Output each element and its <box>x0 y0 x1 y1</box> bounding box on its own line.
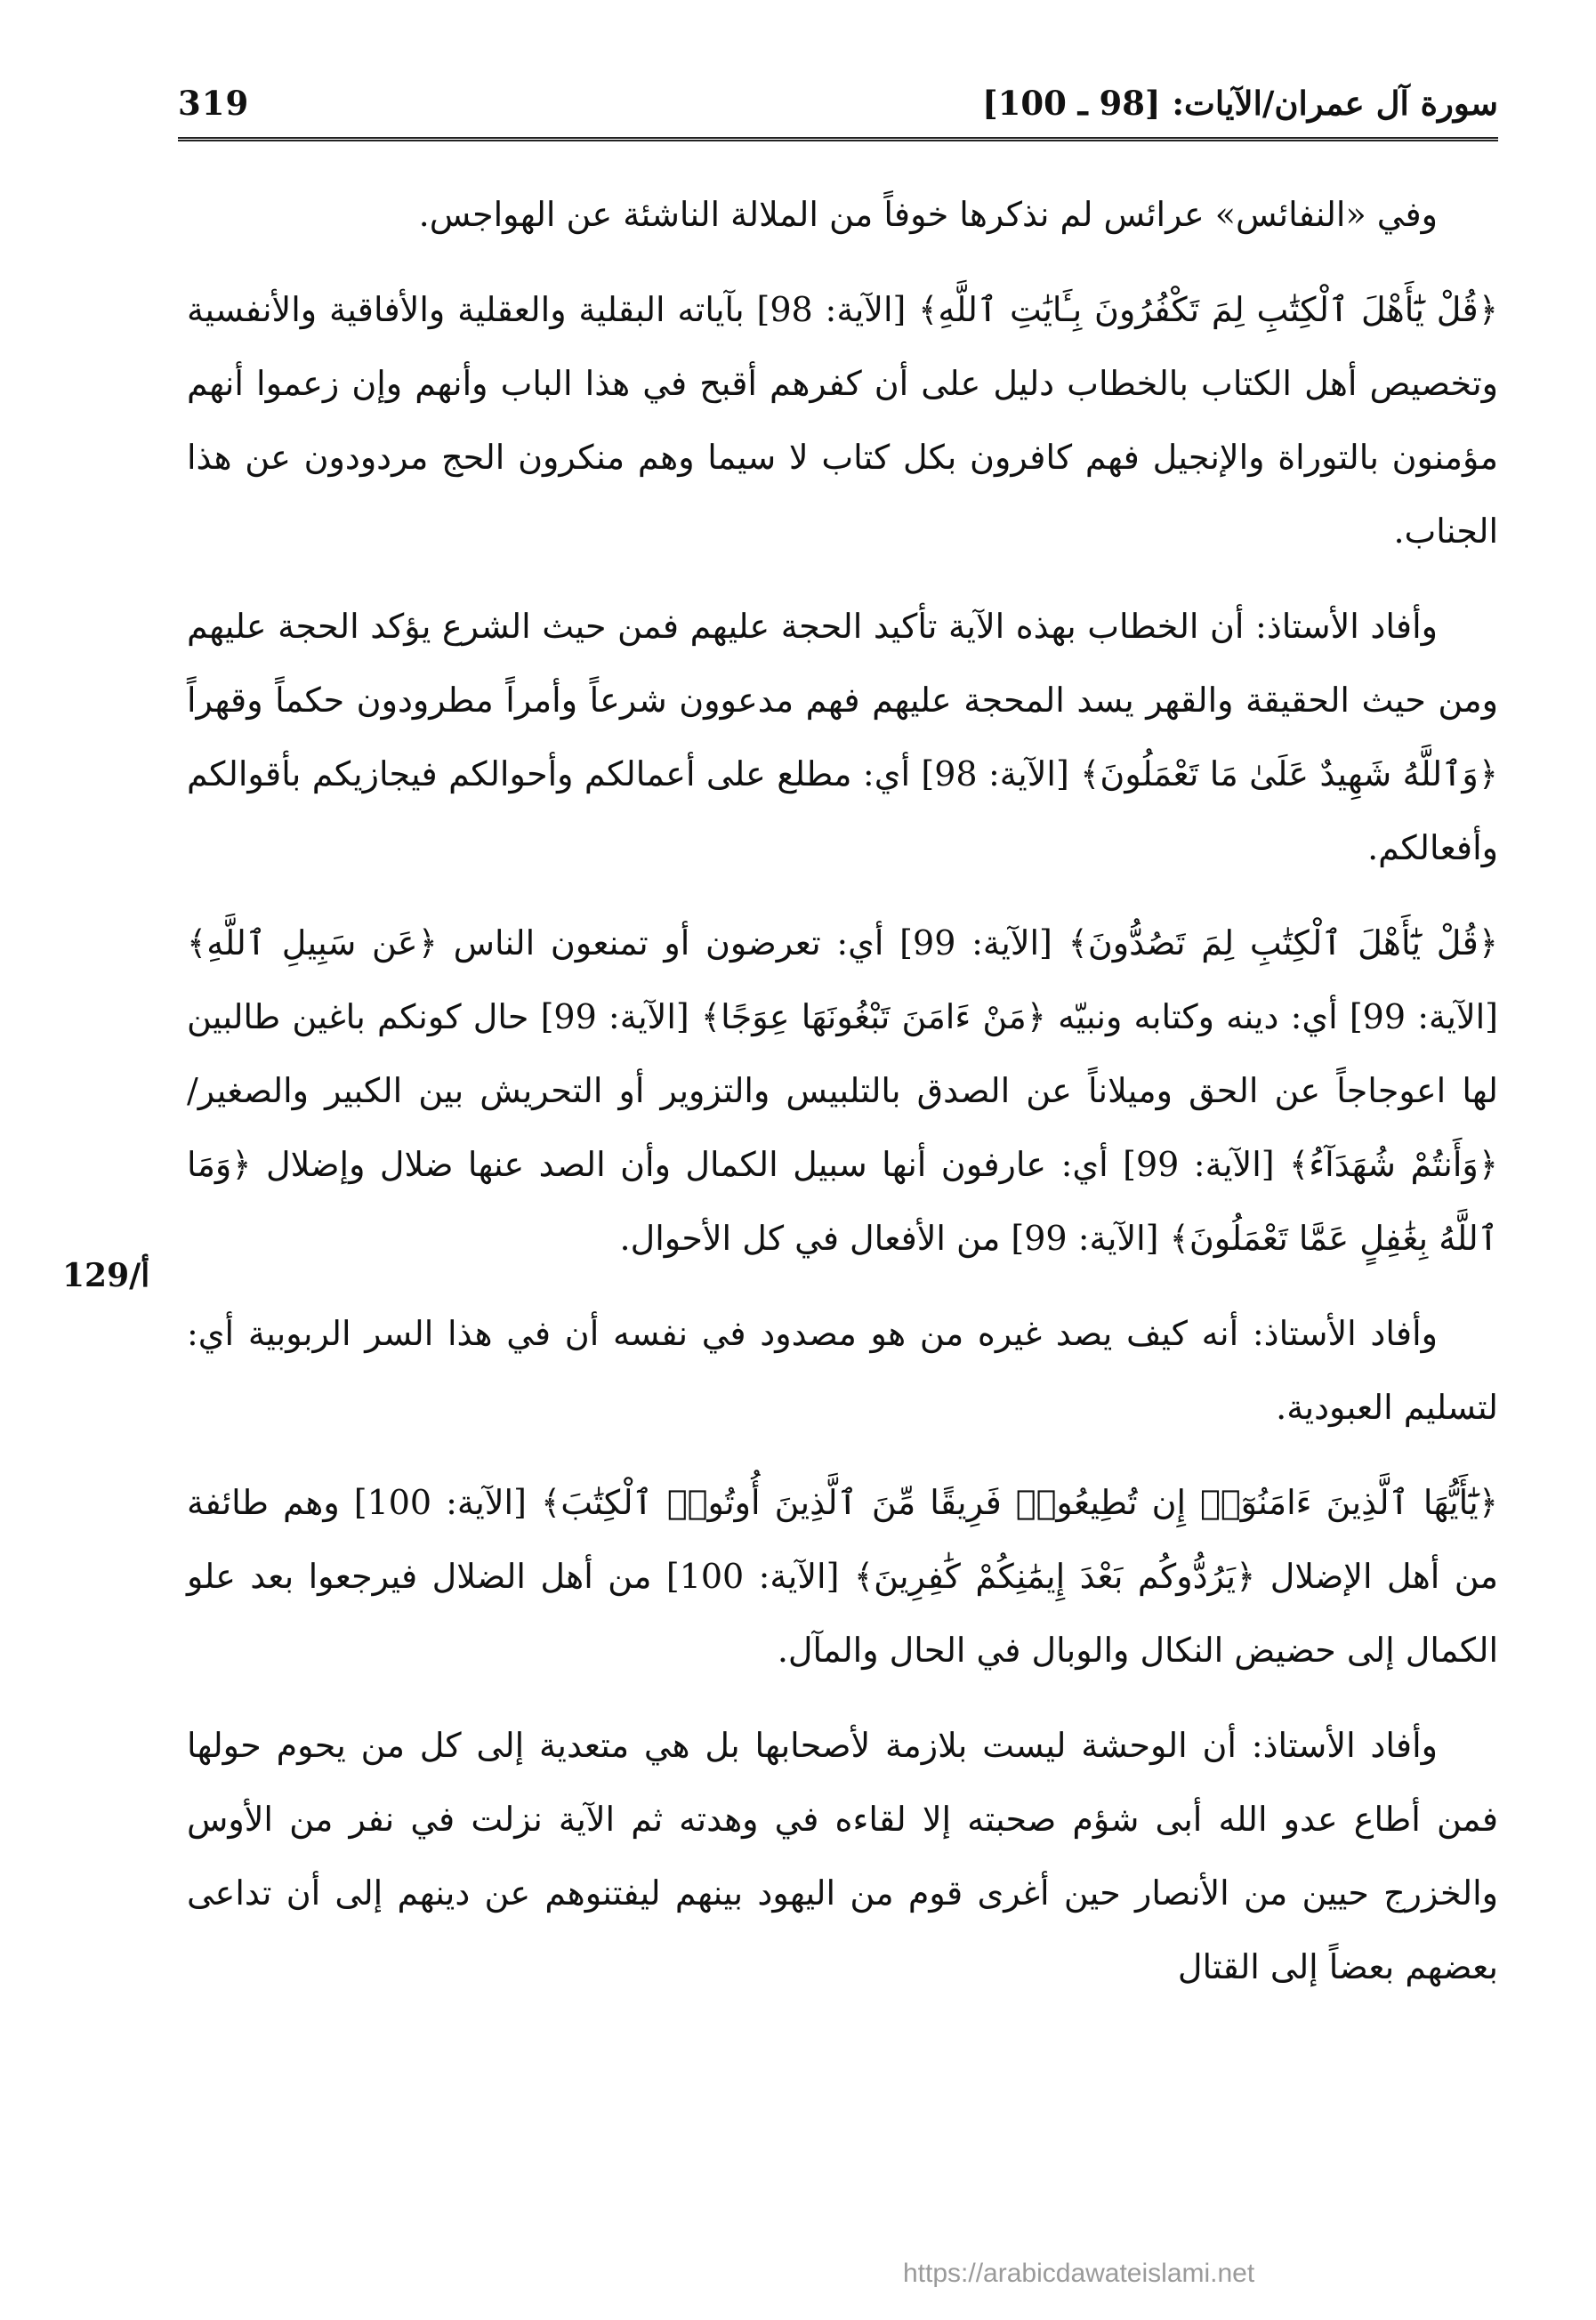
body-text <box>187 178 1498 2026</box>
paragraph-7: وأفاد الأستاذ: أن الوحشة ليست بلازمة لأصحابها بل هي متعدية إلى كل من يحوم حولها فمن أطاع عدو الله أبى شؤم صحبته إلا لقاءه في وهدته ثم الآية نزلت في نفر من الأوس والخزرج حيين من الأنصار حين أغرى قوم من اليهود بينهم ليفتنوهم عن دينهم إلى أن تداعى بعضهم بعضاً إلى القتال <box>187 1726 1499 1986</box>
paragraph-3: وأفاد الأستاذ: أن الخطاب بهذه الآية تأكيد الحجة عليهم فمن حيث الشرع يؤكد الحجة عليهم ومن حيث الحقيقة والقهر يسد المحجة عليهم فهم مدعوون شرعاً وأمراً مطرودون حكماً وقهراً ﴿وَٱللَّهُ شَهِيدٌ عَلَىٰ مَا تَعْمَلُونَ﴾ [الآية: 98] أي: مطلع على أعمالكم وأحوالكم فيجازيكم بأقوالكم وأفعالكم. <box>187 607 1498 867</box>
page-header <box>178 78 1498 141</box>
paragraph-1: وفي «النفائس» عرائس لم نذكرها خوفاً من الملالة الناشئة عن الهواجس. <box>418 195 1438 234</box>
page-number: 319 <box>178 84 250 123</box>
watermark-url: https://arabicdawateislami.net <box>903 2259 1255 2288</box>
chapter-heading: سورة آل عمران/الآيات: [98 ـ 100] <box>982 84 1498 123</box>
paragraph-6: ﴿يَٰٓأَيُّهَا ٱلَّذِينَ ءَامَنُوٓا۟ إِن تُطِيعُوا۟ فَرِيقًا مِّنَ ٱلَّذِينَ أُوتُوا۟ ٱلْكِتَٰبَ﴾ [الآية: 100] وهم طائفة من أهل الإضلال ﴿يَرُدُّوكُم بَعْدَ إِيمَٰنِكُمْ كَٰفِرِينَ﴾ [الآية: 100] من أهل الضلال فيرجعوا بعد علو الكمال إلى حضيض النكال والوبال في الحال والمآل. <box>187 1483 1498 1670</box>
paragraph-5: وأفاد الأستاذ: أنه كيف يصد غيره من هو مصدود في نفسه أن في هذا السر الربوبية أي: لتسليم العبودية. <box>187 1314 1498 1427</box>
paragraph-2: ﴿قُلْ يَٰٓأَهْلَ ٱلْكِتَٰبِ لِمَ تَكْفُرُونَ بِـَٔايَٰتِ ٱللَّهِ﴾ [الآية: 98] بآياته البقلية والعقلية والأفاقية والأنفسية وتخصيص أهل الكتاب بالخطاب دليل على أن كفرهم أقبح في هذا الباب وأنهم وإن زعموا أنهم مؤمنون بالتوراة والإنجيل فهم كافرون بكل كتاب لا سيما وهم منكرون الحج مردودون عن هذا الجناب. <box>187 290 1498 551</box>
paragraph-4: ﴿قُلْ يَٰٓأَهْلَ ٱلْكِتَٰبِ لِمَ تَصُدُّونَ﴾ [الآية: 99] أي: تعرضون أو تمنعون الناس ﴿عَن سَبِيلِ ٱللَّهِ﴾ [الآية: 99] أي: دينه وكتابه ونبيّه ﴿مَنْ ءَامَنَ تَبْغُونَهَا عِوَجًا﴾ [الآية: 99] حال كونكم باغين طالبين لها اعوجاجاً عن الحق وميلاناً عن الصدق بالتلبيس والتزوير أو التحريش بين الكبير والصغير/ ﴿وَأَنتُمْ شُهَدَآءُ﴾ [الآية: 99] أي: عارفون أنها سبيل الكمال وأن الصد عنها ضلال وإضلال ﴿وَمَا ٱللَّهُ بِغَٰفِلٍ عَمَّا تَعْمَلُونَ﴾ [الآية: 99] من الأفعال في كل الأحوال. <box>187 923 1499 1258</box>
manuscript-folio-marker: 129/أ <box>62 1257 150 1294</box>
